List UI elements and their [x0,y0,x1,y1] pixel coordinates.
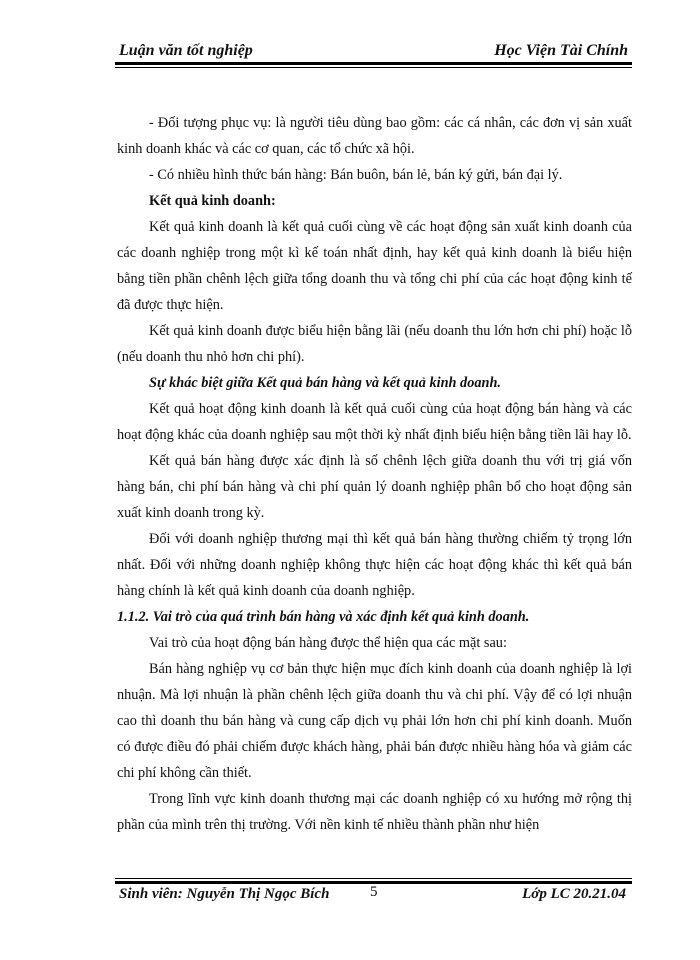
header-institution: Học Viện Tài Chính [494,42,628,59]
header-rule-thick [115,62,632,65]
paragraph-profit-loss: Kết quả kinh doanh được biểu hiện bằng lãi (nếu doanh thu lớn hơn chi phí) hoặc lỗ (nếu doanh thu nhỏ hơn chi phí). [117,323,632,365]
paragraph-role-profit: Bán hàng nghiệp vụ cơ bản thực hiện mục đích kinh doanh của doanh nghiệp là lợi nhuận. Mà lợi nhuận là phần chênh lệch giữa doanh thu và chi phí. Vậy để có lợi nhuận cao thì doanh thu bán hàng và cung cấp dịch vụ phải lớn hơn chi phí kinh doanh. Muốn có được điều đó phải chiếm được khách hàng, phải bán được nhiều hàng hóa và giảm các chi phí không cần thiết. [117,661,632,781]
paragraph-market-share: Trong lĩnh vực kinh doanh thương mại các doanh nghiệp có xu hướng mở rộng thị phần của mình trên thị trường. Với nền kinh tế nhiều thành phần như hiện [117,791,632,833]
footer-page-number: 5 [370,884,378,900]
heading-business-result: Kết quả kinh doanh: [149,193,276,209]
paragraph-target-customers: - Đối tượng phục vụ: là người tiêu dùng bao gồm: các cá nhân, các đơn vị sản xuất kinh doanh khác và các cơ quan, các tổ chức xã hội. [117,115,632,157]
paragraph-commercial: Đối với doanh nghiệp thương mại thì kết quả bán hàng thường chiếm tỷ trọng lớn nhất. Đối với những doanh nghiệp không thực hiện các hoạt động khác thì kết quả bán hàng chính là kết quả kinh doanh của doanh nghiệp. [117,531,632,599]
section-heading-1-1-2: 1.1.2. Vai trò của quá trình bán hàng và xác định kết quả kinh doanh. [117,609,530,625]
footer-rule-thin [115,878,632,879]
footer-student-name: Sinh viên: Nguyễn Thị Ngọc Bích [119,886,330,902]
page-body [117,110,632,838]
heading-difference: Sự khác biệt giữa Kết quả bán hàng và kết quả kinh doanh. [149,375,501,391]
page-header [115,38,632,62]
footer-class-code: Lớp LC 20.21.04 [522,886,626,902]
paragraph-sales-result: Kết quả bán hàng được xác định là số chênh lệch giữa doanh thu với trị giá vốn hàng bán, chi phí bán hàng và chi phí quản lý doanh nghiệp phân bổ cho hoạt động sản xuất kinh doanh trong kỳ. [117,453,632,521]
page-footer [115,884,632,906]
paragraph-operating-result: Kết quả hoạt động kinh doanh là kết quả cuối cùng của hoạt động bán hàng và các hoạt động khác của doanh nghiệp sau một thời kỳ nhất định biểu hiện bằng tiền lãi hay lỗ. [117,401,632,443]
paragraph-business-result-def: Kết quả kinh doanh là kết quả cuối cùng về các hoạt động sản xuất kinh doanh của các doanh nghiệp trong một kì kế toán nhất định, hay kết quả kinh doanh là biểu hiện bằng tiền phần chênh lệch giữa tổng doanh thu và tổng chi phí của các hoạt động kinh tế đã được thực hiện. [117,219,632,313]
header-rule-thin [115,67,632,68]
paragraph-role-intro: Vai trò của hoạt động bán hàng được thể hiện qua các mặt sau: [149,635,507,651]
header-thesis-title: Luận văn tốt nghiệp [119,42,253,59]
paragraph-sales-forms: - Có nhiều hình thức bán hàng: Bán buôn, bán lẻ, bán ký gửi, bán đại lý. [149,167,563,183]
